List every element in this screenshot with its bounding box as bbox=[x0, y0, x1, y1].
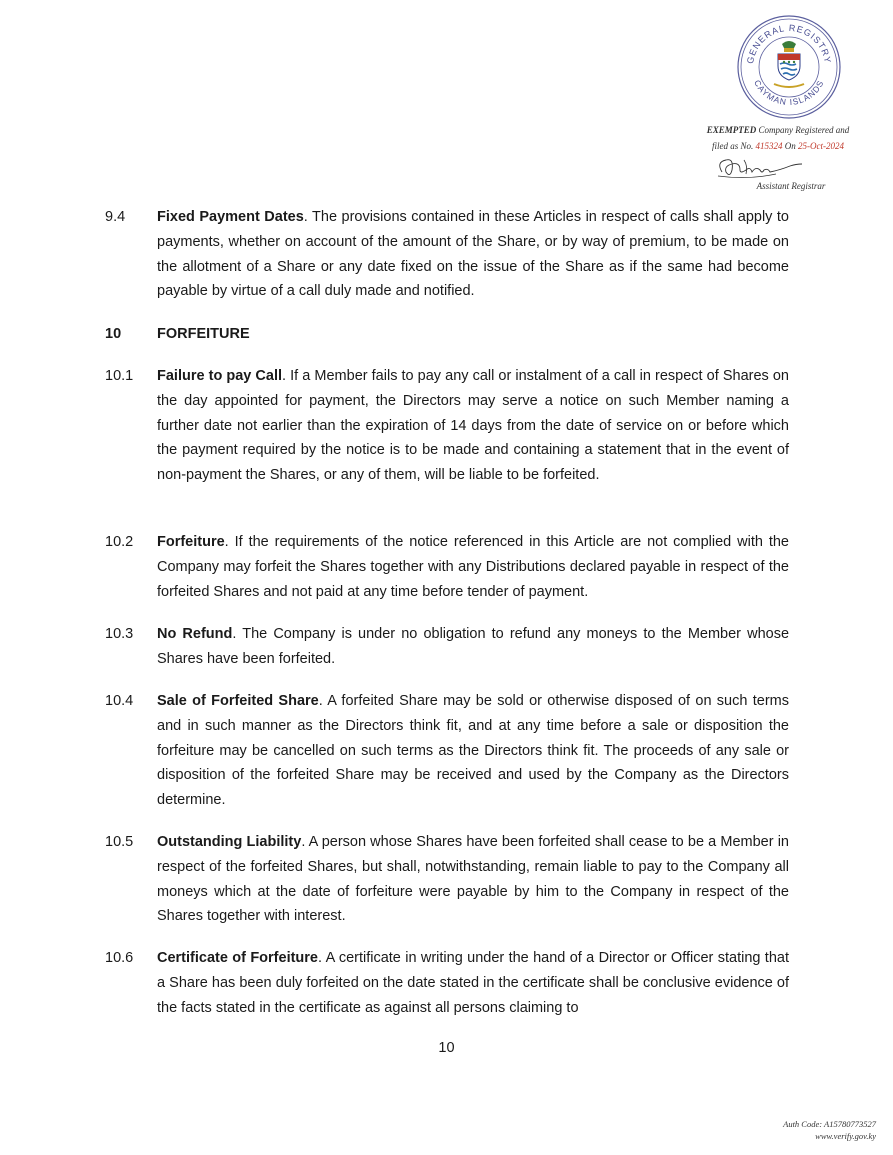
clause-number: 10.1 bbox=[105, 368, 134, 384]
clause-text bbox=[157, 830, 789, 929]
clause-body: . A person whose Shares have been forfeited shall cease to be a Member in respect of the forfeited Shares, but shall, notwithstanding, remain liable to pay to the Company all moneys which at the date of forfeiture were payable by him to the Company in respect of the Shares together with interest. bbox=[157, 834, 789, 925]
general-registry-seal bbox=[736, 14, 842, 120]
clause-10-3 bbox=[0, 622, 893, 672]
clause-body: . If the requirements of the notice referenced in this Article are not complied with the Company may forfeit the Shares together with any Distributions declared payable in respect of the forfeited Shares and not paid at any time before tender of payment. bbox=[157, 534, 789, 600]
clause-title: Forfeiture bbox=[157, 534, 225, 550]
section-number: 10 bbox=[105, 326, 122, 342]
clause-text bbox=[157, 530, 789, 604]
clause-10-1 bbox=[0, 364, 893, 514]
filed-date: 25-Oct-2024 bbox=[798, 141, 844, 151]
auth-code: Auth Code: A15780773527 bbox=[783, 1119, 876, 1129]
clause-number: 10.6 bbox=[105, 950, 134, 966]
clause-title: Outstanding Liability bbox=[157, 834, 302, 850]
registered-label: Company Registered and bbox=[758, 125, 850, 135]
clause-number: 9.4 bbox=[105, 209, 126, 225]
clause-body: . The provisions contained in these Articles in respect of calls shall apply to payments, whether on account of the amount of the Share, or by way of premium, to be made on the allotment of a Share or any date fixed on the issue of the Share as if the same had become payable by virtue of a call duly made and notified. bbox=[157, 209, 789, 300]
verify-url: www.verify.gov.ky bbox=[815, 1131, 876, 1141]
clause-9-4 bbox=[0, 205, 893, 305]
clause-10-4 bbox=[0, 689, 893, 815]
clause-body: . A certificate in writing under the hand of a Director or Officer stating that a Share has been duly forfeited on the date stated in the certificate shall be conclusive evidence of the facts stated in the certificate as against all persons claiming to bbox=[157, 950, 789, 1016]
exempted-label: EXEMPTED bbox=[706, 125, 757, 135]
page-number: 10 bbox=[438, 1040, 455, 1056]
clause-title: No Refund bbox=[157, 626, 233, 642]
clause-10-2 bbox=[0, 530, 893, 606]
clause-body: . If a Member fails to pay any call or instalment of a call in respect of Shares on the day appointed for payment, the Directors may serve a notice on such Member naming a further date not earlier than the expiration of 14 days from the date of service on or before which the payment required by the notice is to be made and containing a statement that in the event of non-payment the Shares, or any of them, will be liable to be forfeited. bbox=[157, 368, 789, 484]
on-label: On bbox=[784, 141, 796, 151]
clause-body: . A forfeited Share may be sold or otherwise disposed of on such terms and in such manner as the Directors think fit, and at any time before a sale or disposition the forfeiture may be cancelled on such terms as the Directors think fit. The proceeds of any sale or disposition of the forfeited Share may be received and used by the Company as the Directors determine. bbox=[157, 693, 789, 809]
clause-text bbox=[157, 622, 789, 672]
registrar-signature bbox=[714, 150, 806, 182]
clause-title: Sale of Forfeited Share bbox=[157, 693, 319, 709]
clause-10-6 bbox=[0, 946, 893, 1022]
auth-footer bbox=[783, 1118, 876, 1142]
section-10-heading bbox=[0, 322, 893, 348]
svg-text:GENERAL REGISTRY: GENERAL REGISTRY bbox=[745, 22, 833, 65]
section-title: FORFEITURE bbox=[157, 326, 250, 342]
clause-body: . The Company is under no obligation to refund any moneys to the Member whose Shares have been forfeited. bbox=[157, 626, 790, 667]
clause-title: Failure to pay Call bbox=[157, 368, 283, 384]
clause-title: Certificate of Forfeiture bbox=[157, 950, 318, 966]
assistant-registrar-label: Assistant Registrar bbox=[756, 181, 826, 191]
clause-number: 10.4 bbox=[105, 693, 134, 709]
company-number: 415324 bbox=[755, 141, 783, 151]
clause-text bbox=[157, 946, 789, 1020]
svg-text:CAYMAN ISLANDS: CAYMAN ISLANDS bbox=[752, 78, 826, 108]
clause-title: Fixed Payment Dates bbox=[157, 209, 304, 225]
clause-number: 10.5 bbox=[105, 834, 134, 850]
clause-text bbox=[157, 205, 789, 304]
clause-number: 10.2 bbox=[105, 534, 134, 550]
clause-text bbox=[157, 364, 789, 488]
clause-10-5 bbox=[0, 830, 893, 930]
filed-label: filed as No. bbox=[711, 141, 754, 151]
clause-number: 10.3 bbox=[105, 626, 134, 642]
clause-text bbox=[157, 689, 789, 813]
coat-of-arms-icon bbox=[774, 41, 804, 87]
